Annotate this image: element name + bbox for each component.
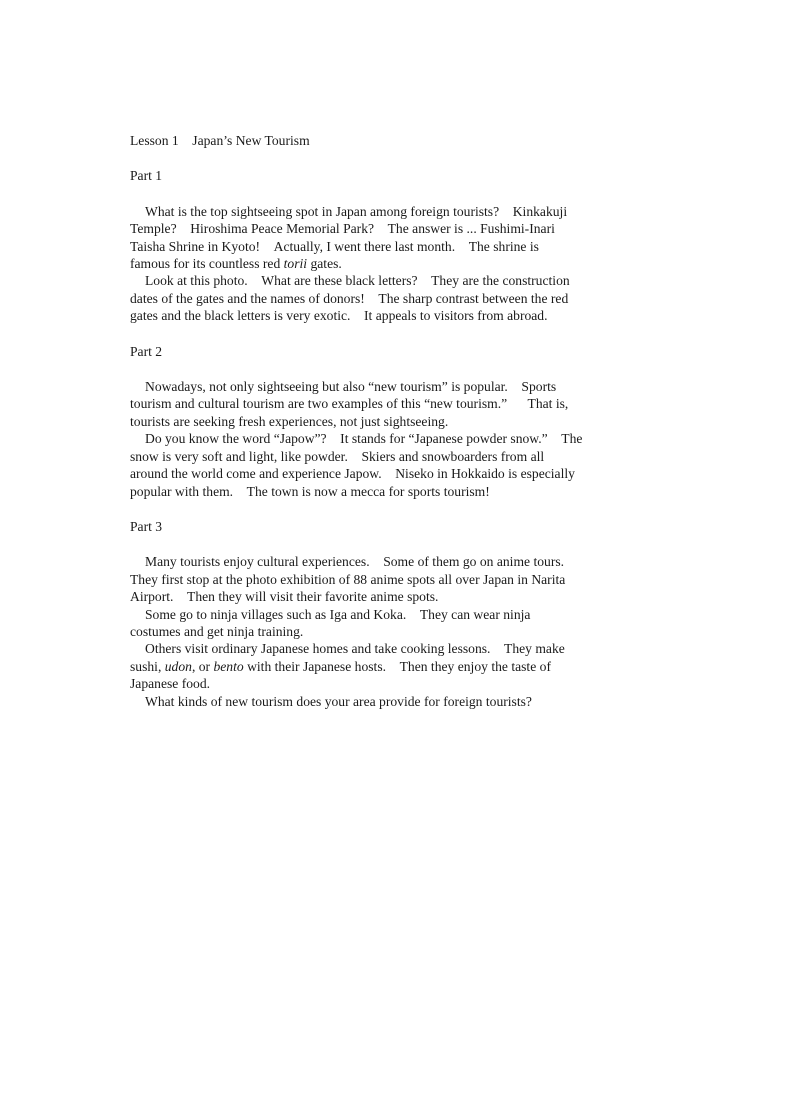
paragraph <box>130 203 730 273</box>
text-run: Some go to ninja villages such as Iga and Koka. They can wear ninja <box>145 606 531 622</box>
italic-term: torii <box>283 256 308 272</box>
text-run: , or <box>191 658 214 674</box>
text-run: Do you know the word “Japow”? It stands for “Japanese powder snow.” The <box>145 431 583 447</box>
text-run: gates and the black letters is very exotic. It appeals to visitors from abroad. <box>130 308 548 324</box>
text-run: with their Japanese hosts. Then they enjoy the taste of <box>243 658 551 674</box>
paragraph <box>130 693 730 710</box>
section-heading: Part 2 <box>130 343 163 359</box>
text-run: Airport. Then they will visit their favorite anime spots. <box>130 589 439 605</box>
text-run: Many tourists enjoy cultural experiences. Some of them go on anime tours. <box>145 554 565 570</box>
paragraph <box>130 553 730 605</box>
section-paragraphs <box>130 203 730 325</box>
section-paragraphs <box>130 553 730 710</box>
italic-term: bento <box>213 658 244 674</box>
text-run: dates of the gates and the names of donors! The sharp contrast between the red <box>130 290 569 306</box>
text-run: popular with them. The town is now a mecca for sports tourism! <box>130 483 490 499</box>
text-run: Look at this photo. What are these black letters? They are the construction <box>145 273 570 289</box>
section-heading: Part 1 <box>130 168 163 184</box>
paragraph <box>130 430 730 500</box>
text-run: Temple? Hiroshima Peace Memorial Park? The answer is ... Fushimi-Inari <box>130 221 555 237</box>
text-run: costumes and get ninja training. <box>130 623 304 639</box>
text-run: tourists are seeking fresh experiences, not just sightseeing. <box>130 413 449 429</box>
document-body <box>130 167 730 710</box>
paragraph <box>130 378 730 430</box>
paragraph <box>130 640 730 692</box>
text-run: What is the top sightseeing spot in Japan among foreign tourists? Kinkakuji <box>145 203 568 219</box>
text-run: around the world come and experience Japow. Niseko in Hokkaido is especially <box>130 466 575 482</box>
text-run: Taisha Shrine in Kyoto! Actually, I went there last month. The shrine is <box>130 238 539 254</box>
italic-term: udon <box>164 658 192 674</box>
text-run: Nowadays, not only sightseeing but also “new tourism” is popular. Sports <box>145 379 557 395</box>
text-run: famous for its countless red <box>130 256 284 272</box>
text-run: tourism and cultural tourism are two examples of this “new tourism.” That is, <box>130 396 569 412</box>
text-run: sushi, <box>130 658 165 674</box>
section-heading: Part 3 <box>130 518 163 534</box>
text-run: Japanese food. <box>130 676 211 692</box>
text-run: snow is very soft and light, like powder. Skiers and snowboarders from all <box>130 448 545 464</box>
document-content <box>130 132 730 728</box>
section-paragraphs <box>130 378 730 500</box>
text-run: Others visit ordinary Japanese homes and take cooking lessons. They make <box>145 641 565 657</box>
text-run: gates. <box>307 256 342 272</box>
text-run: They first stop at the photo exhibition of 88 anime spots all over Japan in Narita <box>130 571 566 587</box>
text-run: What kinds of new tourism does your area provide for foreign tourists? <box>145 693 532 709</box>
paragraph <box>130 606 730 641</box>
paragraph <box>130 272 730 324</box>
lesson-title: Lesson 1 Japan’s New Tourism <box>130 133 310 148</box>
